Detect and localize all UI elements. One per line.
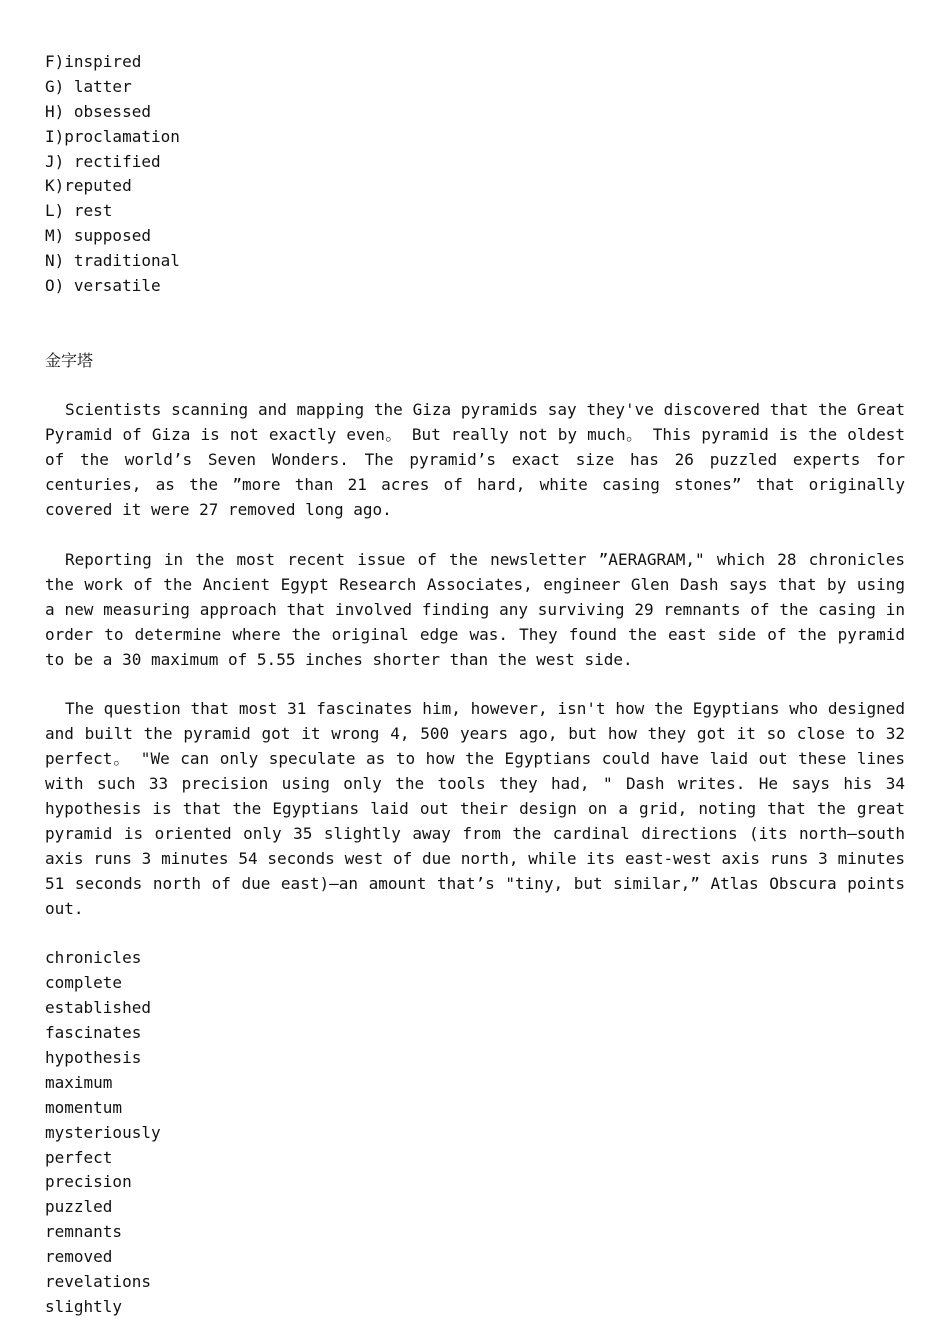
word-bank-item: removed <box>45 1247 113 1267</box>
paragraph-3: The question that most 31 fascinates him, however, isn't how the Egyptians who designed and built the pyramid got it wrong 4, 500 years ago, but how they got it so close to 32 perfect。 "We can only speculate as to how the Egyptians could have laid out these lines with such 33 precision using only the tools they had, " Dash writes. He says his 34 hypothesis is that the Egyptians laid out their design on a grid, noting that the great pyramid is oriented only 35 slightly away from the cardinal directions (its north—south axis runs 3 minutes 54 seconds west of due north, while its east-west axis runs 3 minutes 51 seconds north of due east)—an amount that’s "tiny, but similar,” Atlas Obscura points out. <box>45 699 906 918</box>
word-bank-item: mysteriously <box>45 1122 161 1142</box>
option-item: K)reputed <box>45 176 132 196</box>
word-bank-item: complete <box>45 973 123 993</box>
option-item: I)proclamation <box>45 126 180 146</box>
option-item: L) rest <box>45 201 113 221</box>
word-bank-item: established <box>45 998 151 1018</box>
word-bank-item: chronicles <box>45 948 142 968</box>
word-bank-item: precision <box>45 1172 132 1192</box>
option-item: H) obsessed <box>45 101 151 121</box>
word-bank-item: hypothesis <box>45 1047 142 1067</box>
word-bank <box>45 946 905 1319</box>
word-bank-item: revelations <box>45 1271 151 1291</box>
option-item: O) versatile <box>45 276 161 296</box>
paragraph-2: Reporting in the most recent issue of the newsletter ”AERAGRAM," which 28 chronicles the work of the Ancient Egypt Research Associates, engineer Glen Dash says that by using a new measuring approach that involved finding any surviving 29 remnants of the casing in order to determine where the original edge was. They found the east side of the pyramid to be a 30 maximum of 5.55 inches shorter than the west side. <box>45 549 905 669</box>
option-list <box>45 50 905 299</box>
section-title: 金字塔 <box>45 350 94 370</box>
word-bank-item: perfect <box>45 1147 113 1167</box>
word-bank-item: momentum <box>45 1097 123 1117</box>
word-bank-item: slightly <box>45 1296 123 1316</box>
option-item: G) latter <box>45 76 132 96</box>
option-item: J) rectified <box>45 151 161 171</box>
option-item: N) traditional <box>45 251 180 271</box>
word-bank-item: maximum <box>45 1072 113 1092</box>
option-item: M) supposed <box>45 226 151 246</box>
option-item: F)inspired <box>45 52 142 71</box>
paragraph-1: Scientists scanning and mapping the Giza pyramids say they've discovered that the Great Pyramid of Giza is not exactly even。 But really not by much。 This pyramid is the oldest of the world’s Seven Wonders. The pyramid’s exact size has 26 puzzled experts for centuries, as the ”more than 21 acres of hard, white casing stones” that originally covered it were 27 removed long ago. <box>45 400 905 520</box>
word-bank-item: fascinates <box>45 1023 142 1043</box>
word-bank-item: remnants <box>45 1222 123 1242</box>
word-bank-item: puzzled <box>45 1197 113 1217</box>
document-page <box>45 50 905 1320</box>
